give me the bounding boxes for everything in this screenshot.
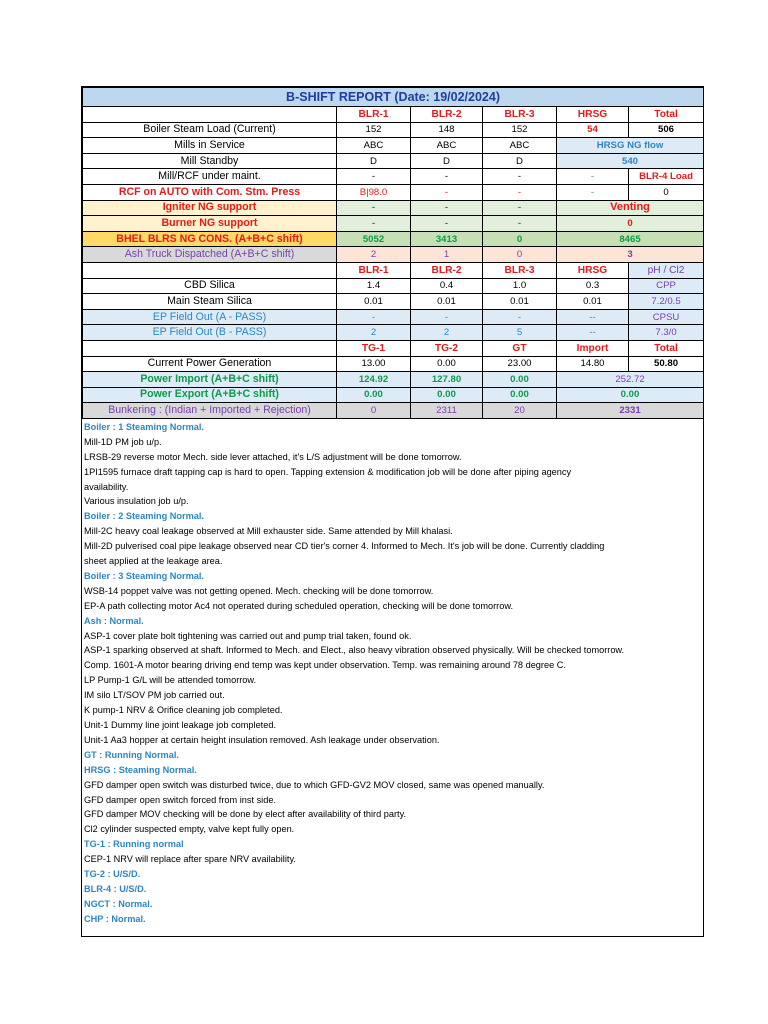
- cell-value: 1.0: [483, 278, 557, 294]
- col-header-blr1: BLR-1: [337, 107, 411, 123]
- header-blank: [83, 340, 337, 356]
- cell-total: 50.80: [629, 356, 704, 372]
- row-cbd-silica: [83, 278, 704, 294]
- note-heading: Ash : Normal.: [84, 615, 144, 626]
- cell-total: 0.00: [557, 387, 704, 403]
- cell-value: 152: [337, 122, 411, 138]
- blr4-load-label: BLR-4 Load: [629, 169, 704, 185]
- label-power-export: Power Export (A+B+C shift): [83, 387, 337, 403]
- note-heading: Boiler : 3 Steaming Normal.: [84, 570, 204, 581]
- cell-value: 0.01: [411, 294, 483, 310]
- label-power-import: Power Import (A+B+C shift): [83, 372, 337, 388]
- col-header-blr3: BLR-3: [483, 262, 557, 278]
- row-burner: [83, 216, 704, 232]
- label-ep-field-a: EP Field Out (A - PASS): [83, 309, 337, 325]
- cell-value: 0.00: [483, 372, 557, 388]
- cell-value: D: [411, 153, 483, 169]
- note-line: sheet applied at the leakage area.: [84, 556, 223, 567]
- cell-value: 3413: [411, 231, 483, 247]
- cell-total: 252.72: [557, 372, 704, 388]
- label-power-generation: Current Power Generation: [83, 356, 337, 372]
- note-heading: Boiler : 1 Steaming Normal.: [84, 421, 204, 432]
- row-power-export: [83, 387, 704, 403]
- cell-value: -: [411, 169, 483, 185]
- note-line: Unit-1 Dummy line joint leakage job completed.: [84, 720, 277, 730]
- cell-value: ABC: [337, 138, 411, 154]
- cell-ph: CPSU: [629, 309, 704, 325]
- cell-value: -: [411, 309, 483, 325]
- col-header-gt: GT: [483, 340, 557, 356]
- note-line: ASP-1 cover plate bolt tightening was carried out and pump trial taken, found ok.: [84, 630, 412, 641]
- label-steam-load: Boiler Steam Load (Current): [83, 122, 337, 138]
- cell-value: -: [483, 200, 557, 216]
- cell-value: 0.01: [483, 294, 557, 310]
- note-heading: GT : Running Normal.: [84, 749, 179, 760]
- cell-value: D: [337, 153, 411, 169]
- cell-total: 2331: [557, 403, 704, 419]
- cell-value: 20: [483, 403, 557, 419]
- cell-value: B|98.0: [337, 184, 411, 200]
- col-header-blr1: BLR-1: [337, 262, 411, 278]
- label-burner: Burner NG support: [83, 216, 337, 232]
- col-header-hrsg: HRSG: [557, 107, 629, 123]
- note-line: GFD damper open switch forced from inst side.: [84, 794, 276, 805]
- cell-value: 0: [337, 403, 411, 419]
- shift-notes: [82, 419, 703, 928]
- cell-value: -: [337, 169, 411, 185]
- cell-value: 2: [411, 325, 483, 341]
- label-igniter: Igniter NG support: [83, 200, 337, 216]
- note-line: Cl2 cylinder suspected empty, valve kept fully open.: [84, 824, 295, 835]
- cell-value: 14.80: [557, 356, 629, 372]
- cell-value: -: [337, 200, 411, 216]
- row-ep-field-a: [83, 309, 704, 325]
- cell-value: 5052: [337, 231, 411, 247]
- row-mills-service: [83, 138, 704, 154]
- col-header-blr2: BLR-2: [411, 107, 483, 123]
- note-heading: Boiler : 2 Steaming Normal.: [84, 511, 204, 522]
- row-steam-load: [83, 122, 704, 138]
- label-mill-standby: Mill Standby: [83, 153, 337, 169]
- cell-value: 0.4: [411, 278, 483, 294]
- cell-value: 0.01: [337, 294, 411, 310]
- cell-value: ABC: [483, 138, 557, 154]
- note-line: Mill-1D PM job u/p.: [84, 436, 162, 447]
- label-ash-truck: Ash Truck Dispatched (A+B+C shift): [83, 247, 337, 263]
- row-power-generation: [83, 356, 704, 372]
- note-line: Mill-2C heavy coal leakage observed at Mill exhauster side. Same attended by Mill khalasi.: [84, 526, 453, 537]
- cell-value: 2311: [411, 403, 483, 419]
- cell-value: 0.01: [557, 294, 629, 310]
- note-line: ASP-1 sparking observed at shaft. Informed to Mech. and Elect., also heavy vibration observed physically. Will be checked tomorrow.: [84, 645, 625, 656]
- note-line: Various insulation job u/p.: [84, 496, 189, 507]
- note-heading: CHP : Normal.: [84, 913, 146, 924]
- label-bhel-ng-cons: BHEL BLRS NG CONS. (A+B+C shift): [83, 231, 337, 247]
- cell-value: 0: [483, 231, 557, 247]
- row-power-import: [83, 372, 704, 388]
- cell-value: 148: [411, 122, 483, 138]
- row-bhel-ng-cons: [83, 231, 704, 247]
- cell-value: -: [557, 169, 629, 185]
- note-line: LRSB-29 reverse motor Mech. side lever attached, it's L/S adjustment will be done tomorrow.: [84, 451, 462, 462]
- label-mill-maint: Mill/RCF under maint.: [83, 169, 337, 185]
- label-mills-service: Mills in Service: [83, 138, 337, 154]
- cell-value: 1: [411, 247, 483, 263]
- venting-value: 0: [557, 216, 704, 232]
- cell-value: D: [483, 153, 557, 169]
- cell-value: -: [483, 309, 557, 325]
- col-header-hrsg: HRSG: [557, 262, 629, 278]
- cell-value: 0: [483, 247, 557, 263]
- cell-value: -: [337, 216, 411, 232]
- hrsg-ng-flow-value: 540: [557, 153, 704, 169]
- row-main-steam-silica: [83, 294, 704, 310]
- cell-ph: 7.2/0.5: [629, 294, 704, 310]
- cell-value: ABC: [411, 138, 483, 154]
- cell-total: 506: [629, 122, 704, 138]
- cell-ph: CPP: [629, 278, 704, 294]
- note-line: WSB-14 poppet valve was not getting opened. Mech. checking will be done tomorrow.: [84, 585, 434, 596]
- cell-value: 124.92: [337, 372, 411, 388]
- col-header-total: Total: [629, 340, 704, 356]
- note-heading: TG-2 : U/S/D.: [84, 869, 141, 880]
- row-mill-standby: [83, 153, 704, 169]
- blr4-load-value: 0: [629, 184, 704, 200]
- note-line: 1PI1595 furnace draft tapping cap is hard to open. Tapping extension & modification job will be done after piping agency: [84, 466, 572, 477]
- shift-report-sheet: [81, 86, 704, 937]
- cell-value: -: [483, 216, 557, 232]
- note-line: Comp. 1601-A motor bearing driving end temp was kept under observation. Temp. was remaining around 78 degree C.: [84, 660, 566, 671]
- note-line: IM silo LT/SOV PM job carried out.: [84, 690, 225, 701]
- note-line: K pump-1 NRV & Orifice cleaning job completed.: [84, 705, 283, 716]
- col-header-blr2: BLR-2: [411, 262, 483, 278]
- cell-total: 8465: [557, 231, 704, 247]
- label-ep-field-b: EP Field Out (B - PASS): [83, 325, 337, 341]
- header-blank: [83, 262, 337, 278]
- col-header-total: Total: [629, 107, 704, 123]
- cell-value: 5: [483, 325, 557, 341]
- cell-value: 152: [483, 122, 557, 138]
- report-table: [82, 87, 704, 419]
- col-header-tg1: TG-1: [337, 340, 411, 356]
- cell-value: 0.00: [411, 356, 483, 372]
- note-line: Mill-2D pulverised coal pipe leakage observed near CD tier's corner 4. Informed to Mech. It's job will be done. Currently cladding: [84, 541, 605, 552]
- cell-value: 54: [557, 122, 629, 138]
- cell-value: 127.80: [411, 372, 483, 388]
- header-row-power: [83, 340, 704, 356]
- note-heading: TG-1 : Running normal: [84, 839, 184, 850]
- label-bunkering: Bunkering : (Indian + Imported + Rejection): [83, 403, 337, 419]
- row-igniter: [83, 200, 704, 216]
- note-line: LP Pump-1 G/L will be attended tomorrow.: [84, 675, 257, 686]
- cell-value: -: [337, 309, 411, 325]
- note-line: availability.: [84, 481, 129, 492]
- cell-value: -: [557, 184, 629, 200]
- cell-value: -: [483, 169, 557, 185]
- cell-value: 1.4: [337, 278, 411, 294]
- venting-label: Venting: [557, 200, 704, 216]
- cell-value: --: [557, 309, 629, 325]
- col-header-blr3: BLR-3: [483, 107, 557, 123]
- hrsg-ng-flow-label: HRSG NG flow: [557, 138, 704, 154]
- cell-ph: 7.3/0: [629, 325, 704, 341]
- note-line: GFD damper MOV checking will be done by elect after availability of third party.: [84, 809, 407, 820]
- col-header-tg2: TG-2: [411, 340, 483, 356]
- row-ep-field-b: [83, 325, 704, 341]
- label-rcf-auto: RCF on AUTO with Com. Stm. Press: [83, 184, 337, 200]
- cell-value: -: [483, 184, 557, 200]
- note-line: CEP-1 NRV will replace after spare NRV availability.: [84, 854, 296, 865]
- cell-value: 13.00: [337, 356, 411, 372]
- row-ash-truck: [83, 247, 704, 263]
- cell-value: 2: [337, 325, 411, 341]
- cell-value: -: [411, 216, 483, 232]
- cell-total: 3: [557, 247, 704, 263]
- label-cbd-silica: CBD Silica: [83, 278, 337, 294]
- cell-value: 0.00: [483, 387, 557, 403]
- col-header-import: Import: [557, 340, 629, 356]
- note-line: EP-A path collecting motor Ac4 not operated during scheduled operation, checking will be done tomorrow.: [84, 600, 514, 611]
- cell-value: -: [411, 184, 483, 200]
- note-line: GFD damper open switch was disturbed twice, due to which GFD-GV2 MOV closed, same was opened manually.: [84, 779, 545, 790]
- note-heading: NGCT : Normal.: [84, 898, 153, 909]
- note-line: Unit-1 Aa3 hopper at certain height insulation removed. Ash leakage under observation.: [84, 734, 440, 745]
- cell-value: 0.00: [337, 387, 411, 403]
- col-header-ph-cl2: pH / Cl2: [629, 262, 704, 278]
- label-main-steam-silica: Main Steam Silica: [83, 294, 337, 310]
- row-bunkering: [83, 403, 704, 419]
- note-heading: HRSG : Steaming Normal.: [84, 764, 197, 775]
- title-row: [83, 88, 704, 107]
- row-mill-maint: [83, 169, 704, 185]
- cell-value: 23.00: [483, 356, 557, 372]
- header-blank: [83, 107, 337, 123]
- cell-value: 0.3: [557, 278, 629, 294]
- cell-value: 2: [337, 247, 411, 263]
- header-row-boilers: [83, 107, 704, 123]
- cell-value: -: [411, 200, 483, 216]
- cell-value: --: [557, 325, 629, 341]
- cell-value: 0.00: [411, 387, 483, 403]
- row-rcf-auto: [83, 184, 704, 200]
- report-title: B-SHIFT REPORT (Date: 19/02/2024): [83, 88, 704, 107]
- note-heading: BLR-4 : U/S/D.: [84, 883, 147, 894]
- header-row-silica: [83, 262, 704, 278]
